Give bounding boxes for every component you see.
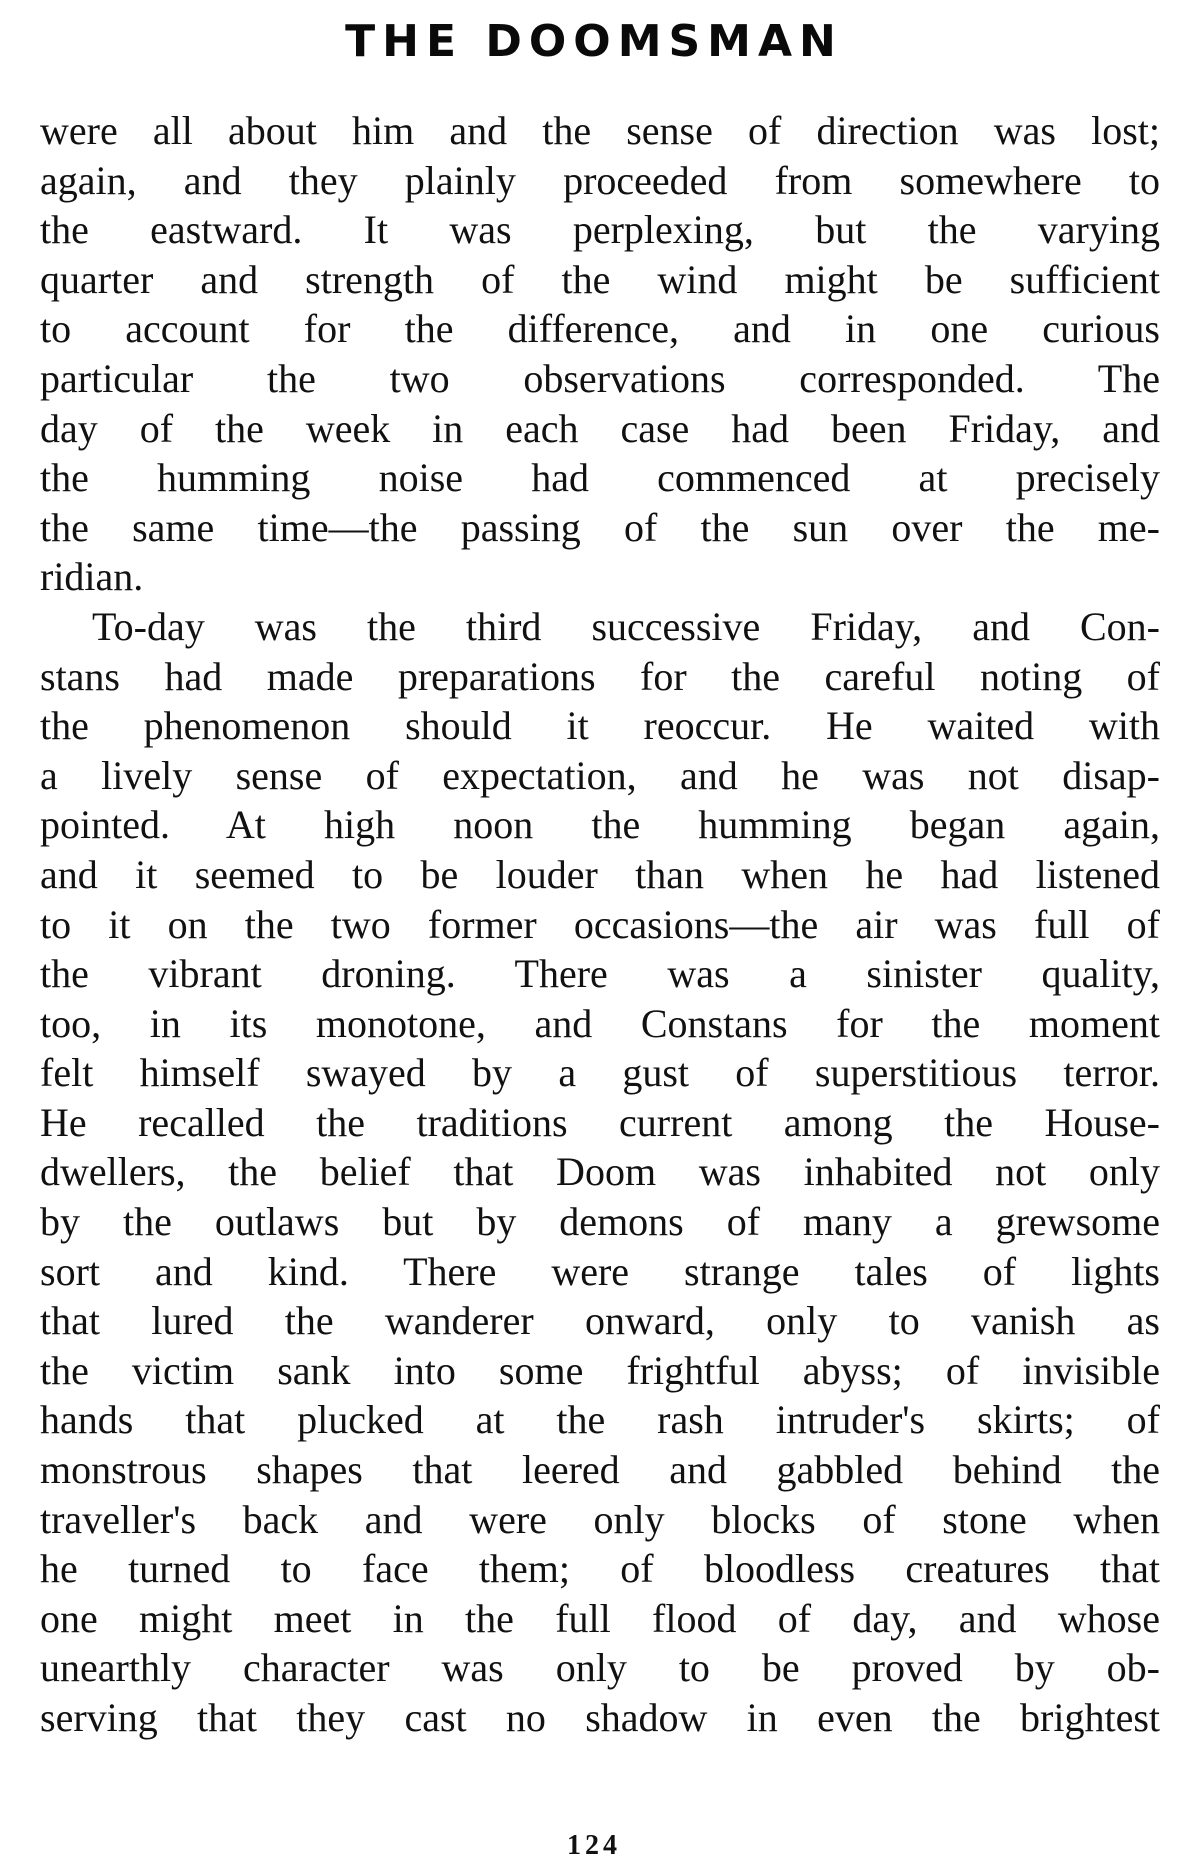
text-line: the phenomenon should it reoccur. He waited with — [40, 703, 1160, 749]
body-text — [40, 106, 1160, 1743]
text-line: to it on the two former occasions—the air was full of — [40, 901, 1160, 947]
text-line: the humming noise had commenced at precisely — [40, 455, 1160, 501]
text-line: ridian. — [40, 554, 144, 600]
text-line: dwellers, the belief that Doom was inhabited not only — [40, 1149, 1160, 1195]
running-head-title: THE DOOMSMAN — [345, 16, 843, 67]
text-line: unearthly character was only to be proved by ob- — [40, 1645, 1160, 1691]
page-number: 124 — [567, 1830, 621, 1861]
text-line: serving that they cast no shadow in even the brightest — [40, 1695, 1160, 1740]
text-line: felt himself swayed by a gust of superstitious terror. — [40, 1050, 1160, 1096]
text-line: traveller's back and were only blocks of stone when — [40, 1496, 1160, 1542]
text-line: that lured the wanderer onward, only to vanish as — [40, 1298, 1160, 1344]
text-line: to account for the difference, and in one curious — [40, 306, 1160, 352]
text-line: quarter and strength of the wind might be sufficient — [40, 256, 1160, 302]
text-line: particular the two observations corresponded. The — [40, 355, 1160, 401]
text-line: To-day was the third successive Friday, and Con- — [92, 603, 1160, 649]
paragraph-2 — [40, 602, 1160, 1743]
text-line: a lively sense of expectation, and he was not disap- — [40, 752, 1160, 798]
text-line: pointed. At high noon the humming began again, — [40, 802, 1160, 848]
text-line: the eastward. It was perplexing, but the varying — [40, 207, 1160, 253]
text-line: by the outlaws but by demons of many a grewsome — [40, 1199, 1160, 1245]
text-line: he turned to face them; of bloodless creatures that — [40, 1546, 1160, 1592]
text-line: again, and they plainly proceeded from somewhere to — [40, 157, 1160, 203]
text-line: the vibrant droning. There was a sinister quality, — [40, 951, 1160, 997]
text-line: stans had made preparations for the careful noting of — [40, 653, 1160, 699]
text-line: the victim sank into some frightful abyss; of invisible — [40, 1347, 1160, 1393]
text-line: He recalled the traditions current among the House- — [40, 1099, 1160, 1145]
text-line: too, in its monotone, and Constans for the moment — [40, 1000, 1160, 1046]
text-line: the same time—the passing of the sun over the me- — [40, 504, 1160, 550]
text-line: monstrous shapes that leered and gabbled behind the — [40, 1447, 1160, 1493]
text-line: hands that plucked at the rash intruder's skirts; of — [40, 1397, 1160, 1443]
text-line: were all about him and the sense of direction was lost; — [40, 108, 1160, 153]
text-line: one might meet in the full flood of day, and whose — [40, 1595, 1160, 1641]
paragraph-1 — [40, 106, 1160, 602]
text-line: and it seemed to be louder than when he had listened — [40, 851, 1160, 897]
text-line: day of the week in each case had been Friday, and — [40, 405, 1160, 451]
text-line: sort and kind. There were strange tales of lights — [40, 1248, 1160, 1294]
